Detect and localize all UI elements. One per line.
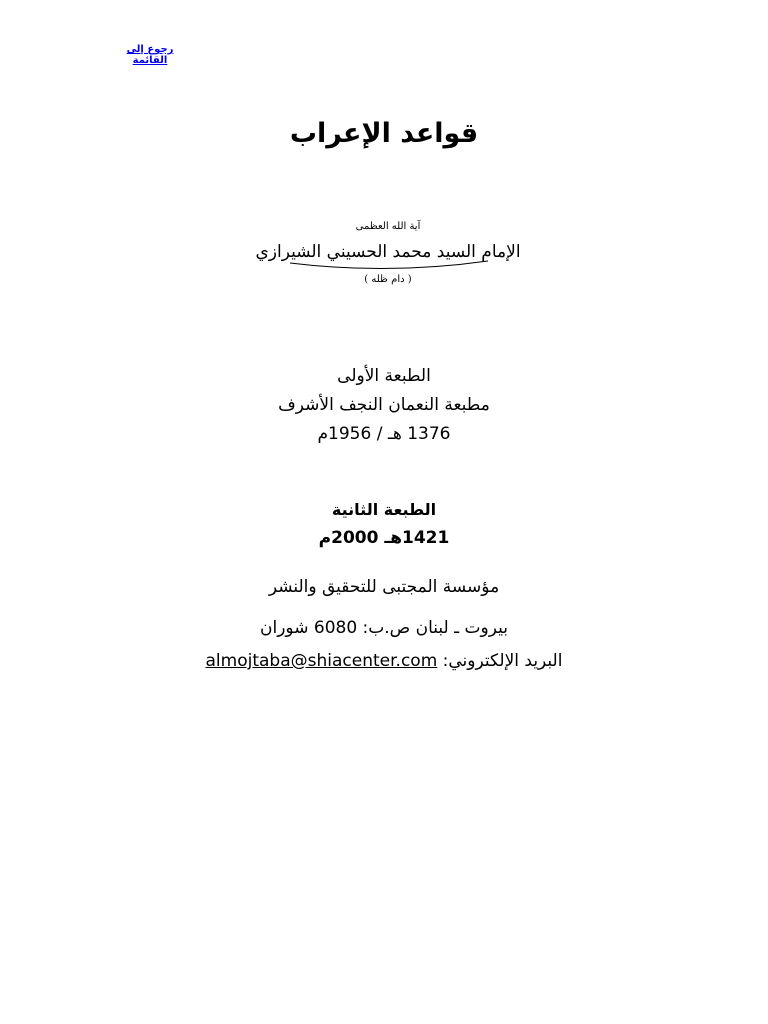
calligraphy-flourish — [290, 261, 488, 269]
author-name: الإمام السيد محمد الحسيني الشيرازي — [255, 242, 521, 262]
second-edition-label: الطبعة الثانية — [331, 500, 437, 519]
first-edition-press: مطبعة النعمان النجف الأشرف — [278, 395, 490, 415]
author-calligraphy — [255, 215, 521, 295]
back-to-menu-link[interactable]: رجوع إلى القائمة — [126, 44, 174, 66]
publisher-name: مؤسسة المجتبى للتحقيق والنشر — [268, 577, 500, 597]
author-suffix: ( دام ظله ) — [364, 274, 412, 285]
first-edition-date: 1376 هـ / 1956م — [317, 424, 451, 444]
second-edition-date: 1421هـ 2000م — [318, 528, 450, 548]
publisher-address: بيروت ـ لبنان ص.ب: 6080 شوران — [260, 618, 508, 638]
author-calligraphy-image — [255, 215, 521, 295]
email-link[interactable]: almojtaba@shiacenter.com — [205, 651, 438, 671]
book-title: قواعد الإعراب — [289, 118, 479, 149]
author-honorific: آية الله العظمى — [355, 221, 421, 232]
first-edition-label: الطبعة الأولى — [337, 366, 431, 386]
publisher-email-row — [0, 651, 768, 671]
email-label: البريد الإلكتروني: — [442, 651, 563, 671]
